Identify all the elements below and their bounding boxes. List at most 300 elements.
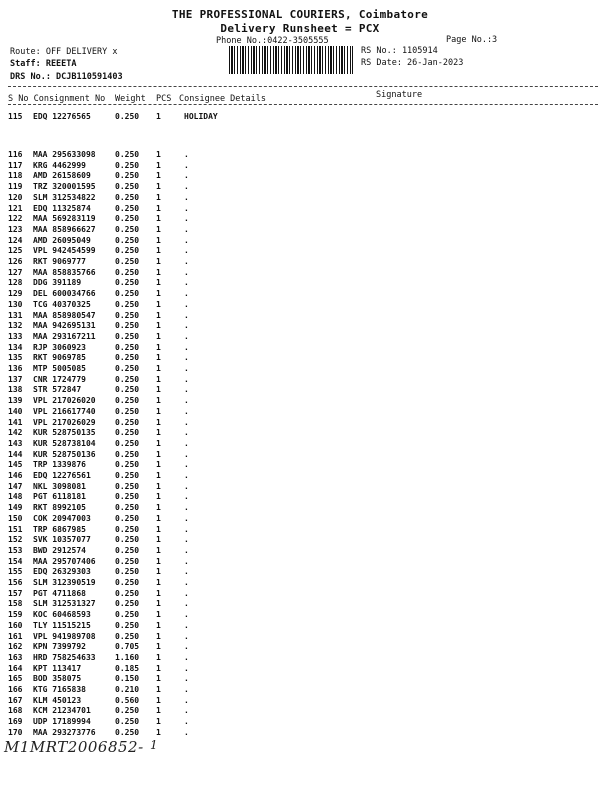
row-pcs: 1	[156, 449, 161, 459]
row-details: .	[184, 674, 189, 684]
table-row	[0, 428, 600, 438]
row-sno: 140	[8, 406, 23, 416]
row-pcs: 1	[156, 112, 161, 121]
table-row	[0, 599, 600, 609]
row-weight: 0.250	[115, 267, 140, 277]
row-sno: 131	[8, 310, 23, 320]
row-consignment: SLM 312531327	[33, 599, 96, 609]
row-details: .	[184, 289, 189, 299]
row-details: .	[184, 706, 189, 716]
row-details: .	[184, 727, 189, 737]
row-weight: 0.250	[115, 235, 140, 245]
row-weight: 0.250	[115, 471, 140, 480]
table-row	[0, 514, 600, 524]
row-pcs: 1	[156, 331, 161, 341]
row-weight: 0.250	[115, 112, 140, 121]
row-consignment: EDQ 26329303	[33, 567, 91, 577]
row-consignment: KPT 113417	[33, 663, 82, 673]
row-details: .	[184, 235, 189, 245]
barcode	[229, 46, 353, 74]
row-details: .	[184, 214, 189, 224]
table-row	[0, 171, 600, 181]
row-details: .	[184, 481, 189, 491]
table-row	[0, 589, 600, 599]
row-pcs: 1	[156, 503, 161, 513]
row-sno: 157	[8, 588, 23, 598]
row-weight: 0.250	[115, 620, 140, 630]
table-row	[0, 621, 600, 631]
row-pcs: 1	[156, 374, 161, 384]
table-row	[0, 632, 600, 642]
row-weight: 0.250	[115, 257, 140, 266]
row-consignment: MTP 5005085	[33, 364, 86, 373]
row-weight: 0.250	[115, 438, 140, 448]
row-consignment: VPL 217026029	[33, 417, 96, 427]
row-sno: 146	[8, 471, 23, 480]
row-consignment: AMD 26158609	[33, 171, 91, 181]
row-pcs: 1	[156, 396, 161, 406]
column-sno-consignment: S No Consignment No	[8, 94, 106, 104]
row-weight: 0.250	[115, 246, 140, 256]
row-consignment: EDQ 11325874	[33, 203, 91, 213]
row-sno: 150	[8, 513, 23, 523]
row-weight: 0.250	[115, 171, 140, 181]
row-weight: 0.250	[115, 385, 140, 395]
table-row	[0, 257, 600, 267]
row-sno: 139	[8, 396, 23, 406]
row-consignment: RKT 8992105	[33, 503, 86, 513]
row-consignment: BOD 358075	[33, 674, 82, 684]
row-pcs: 1	[156, 460, 161, 470]
row-weight: 0.250	[115, 214, 140, 224]
table-row	[0, 685, 600, 695]
row-sno: 123	[8, 224, 23, 234]
table-row	[0, 343, 600, 353]
row-weight: 0.250	[115, 406, 140, 416]
row-details: .	[184, 513, 189, 523]
table-row	[0, 471, 600, 481]
row-sno: 126	[8, 257, 23, 266]
column-signature: Signature	[376, 90, 423, 100]
row-sno: 148	[8, 492, 23, 502]
table-row	[0, 353, 600, 363]
table-row	[0, 182, 600, 192]
row-weight: 0.250	[115, 428, 140, 438]
row-consignment: TRP 6867985	[33, 524, 86, 534]
row-pcs: 1	[156, 567, 161, 577]
row-consignment: PGT 4711868	[33, 588, 86, 598]
row-details: .	[184, 567, 189, 577]
row-pcs: 1	[156, 353, 161, 363]
row-weight: 0.250	[115, 417, 140, 427]
row-weight: 0.705	[115, 642, 140, 652]
table-row	[0, 578, 600, 588]
table-row	[0, 300, 600, 310]
row-details: .	[184, 599, 189, 609]
row-sno: 163	[8, 652, 23, 662]
row-consignment: MAA 295707406	[33, 556, 96, 566]
row-sno: 162	[8, 642, 23, 652]
table-row	[0, 482, 600, 492]
row-pcs: 1	[156, 342, 161, 352]
row-details: .	[184, 652, 189, 662]
table-row	[0, 332, 600, 342]
row-weight: 0.250	[115, 578, 140, 587]
row-pcs: 1	[156, 214, 161, 224]
table-row	[0, 311, 600, 321]
row-details: .	[184, 310, 189, 320]
row-consignment: MAA 858835766	[33, 267, 96, 277]
row-details: .	[184, 535, 189, 545]
table-row	[0, 236, 600, 246]
table-row	[0, 246, 600, 256]
row-consignment: MAA 942695131	[33, 321, 96, 331]
row-sno: 159	[8, 610, 23, 620]
row-sno: 127	[8, 267, 23, 277]
row-details: .	[184, 331, 189, 341]
row-pcs: 1	[156, 695, 161, 705]
row-weight: 0.250	[115, 310, 140, 320]
row-pcs: 1	[156, 246, 161, 256]
row-weight: 0.250	[115, 289, 140, 299]
row-pcs: 1	[156, 438, 161, 448]
row-weight: 0.250	[115, 150, 140, 159]
row-weight: 0.150	[115, 674, 140, 684]
row-pcs: 1	[156, 652, 161, 662]
table-row	[0, 439, 600, 449]
row-sno: 147	[8, 481, 23, 491]
row-pcs: 1	[156, 257, 161, 266]
row-consignment: HRD 758254633	[33, 652, 96, 662]
row-consignment: KTG 7165838	[33, 685, 86, 694]
row-weight: 0.250	[115, 524, 140, 534]
row-weight: 0.250	[115, 278, 140, 288]
row-sno: 122	[8, 214, 23, 224]
row-details: .	[184, 492, 189, 502]
row-sno: 117	[8, 160, 23, 170]
row-pcs: 1	[156, 545, 161, 555]
row-weight: 0.250	[115, 299, 140, 309]
row-details: .	[184, 578, 189, 587]
row-weight: 0.250	[115, 460, 140, 470]
row-details: .	[184, 203, 189, 213]
row-weight: 0.250	[115, 706, 140, 716]
row-sno: 134	[8, 342, 23, 352]
row-consignment: VPL 941989708	[33, 631, 96, 641]
row-details: .	[184, 556, 189, 566]
row-weight: 0.250	[115, 492, 140, 502]
row-weight: 0.250	[115, 727, 140, 737]
row-pcs: 1	[156, 524, 161, 534]
row-sno: 129	[8, 289, 23, 299]
row-pcs: 1	[156, 471, 161, 480]
row-sno: 164	[8, 663, 23, 673]
column-pcs: PCS	[156, 94, 172, 104]
row-consignment: MAA 858980547	[33, 310, 96, 320]
table-row	[0, 150, 600, 160]
handwritten-mark: 1	[150, 738, 159, 752]
row-details: .	[184, 685, 189, 694]
row-sno: 161	[8, 631, 23, 641]
table-row	[0, 546, 600, 556]
row-pcs: 1	[156, 610, 161, 620]
row-pcs: 1	[156, 631, 161, 641]
row-details: .	[184, 545, 189, 555]
row-pcs: 1	[156, 406, 161, 416]
row-consignment: RKT 9069785	[33, 353, 86, 363]
row-details: .	[184, 374, 189, 384]
row-pcs: 1	[156, 513, 161, 523]
row-weight: 0.250	[115, 717, 140, 727]
row-weight: 0.250	[115, 513, 140, 523]
row-sno: 120	[8, 192, 23, 202]
company-title: THE PROFESSIONAL COURIERS, Coimbatore	[171, 8, 429, 21]
row-consignment: SLM 312534822	[33, 192, 96, 202]
row-pcs: 1	[156, 727, 161, 737]
row-pcs: 1	[156, 642, 161, 652]
row-sno: 124	[8, 235, 23, 245]
row-sno: 151	[8, 524, 23, 534]
row-consignment: AMD 26095049	[33, 235, 91, 245]
row-weight: 0.250	[115, 631, 140, 641]
row-details: HOLIDAY	[184, 112, 218, 121]
row-sno: 166	[8, 685, 23, 694]
table-row	[0, 664, 600, 674]
row-consignment: SLM 312390519	[33, 578, 96, 587]
row-details: .	[184, 342, 189, 352]
row-sno: 136	[8, 364, 23, 373]
row-consignment: TCG 40370325	[33, 299, 91, 309]
row-consignment: PGT 6118181	[33, 492, 86, 502]
row-weight: 0.250	[115, 503, 140, 513]
row-pcs: 1	[156, 364, 161, 373]
row-sno: 165	[8, 674, 23, 684]
table-row	[0, 112, 600, 122]
row-sno: 130	[8, 299, 23, 309]
row-details: .	[184, 438, 189, 448]
row-details: .	[184, 588, 189, 598]
row-consignment: DEL 600034766	[33, 289, 96, 299]
row-sno: 152	[8, 535, 23, 545]
row-weight: 1.160	[115, 652, 140, 662]
row-pcs: 1	[156, 481, 161, 491]
row-pcs: 1	[156, 535, 161, 545]
row-sno: 119	[8, 182, 23, 192]
table-row	[0, 460, 600, 470]
row-details: .	[184, 299, 189, 309]
row-weight: 0.250	[115, 321, 140, 331]
row-details: .	[184, 182, 189, 192]
row-sno: 115	[8, 112, 23, 121]
row-pcs: 1	[156, 235, 161, 245]
row-weight: 0.250	[115, 481, 140, 491]
table-row	[0, 278, 600, 288]
drs-number: DRS No.: DCJB110591403	[10, 72, 123, 82]
row-pcs: 1	[156, 321, 161, 331]
header-divider-bottom	[8, 104, 598, 105]
row-sno: 142	[8, 428, 23, 438]
column-consignee-details: Consignee Details	[179, 94, 266, 104]
row-pcs: 1	[156, 717, 161, 727]
table-row	[0, 225, 600, 235]
staff-label: Staff: REEETA	[10, 59, 77, 69]
row-weight: 0.250	[115, 535, 140, 545]
row-consignment: MAA 858966627	[33, 224, 96, 234]
row-sno: 154	[8, 556, 23, 566]
table-row	[0, 696, 600, 706]
row-sno: 116	[8, 150, 23, 159]
row-weight: 0.185	[115, 663, 140, 673]
header-divider-top	[8, 86, 598, 87]
row-consignment: TLY 11515215	[33, 620, 91, 630]
row-sno: 155	[8, 567, 23, 577]
row-details: .	[184, 610, 189, 620]
row-sno: 158	[8, 599, 23, 609]
row-details: .	[184, 150, 189, 159]
row-consignment: TRZ 320001595	[33, 182, 96, 192]
row-sno: 169	[8, 717, 23, 727]
table-row	[0, 535, 600, 545]
table-row	[0, 193, 600, 203]
row-weight: 0.250	[115, 588, 140, 598]
row-sno: 145	[8, 460, 23, 470]
row-consignment: STR 572847	[33, 385, 82, 395]
table-row	[0, 674, 600, 684]
row-sno: 167	[8, 695, 23, 705]
row-consignment: KLM 450123	[33, 695, 82, 705]
row-pcs: 1	[156, 578, 161, 587]
row-consignment: MAA 569283119	[33, 214, 96, 224]
row-consignment: VPL 217026020	[33, 396, 96, 406]
row-pcs: 1	[156, 706, 161, 716]
row-pcs: 1	[156, 150, 161, 159]
page-number: Page No.:3	[446, 35, 498, 45]
row-sno: 133	[8, 331, 23, 341]
row-consignment: SVK 10357077	[33, 535, 91, 545]
row-consignment: RJP 3060923	[33, 342, 86, 352]
row-weight: 0.250	[115, 449, 140, 459]
row-sno: 118	[8, 171, 23, 181]
row-consignment: RKT 9069777	[33, 257, 86, 266]
row-weight: 0.250	[115, 182, 140, 192]
row-consignment: BWD 2912574	[33, 545, 86, 555]
row-sno: 168	[8, 706, 23, 716]
row-details: .	[184, 267, 189, 277]
table-row	[0, 418, 600, 428]
row-weight: 0.250	[115, 224, 140, 234]
row-consignment: KOC 60468593	[33, 610, 91, 620]
row-weight: 0.250	[115, 396, 140, 406]
row-pcs: 1	[156, 171, 161, 181]
row-pcs: 1	[156, 182, 161, 192]
row-details: .	[184, 631, 189, 641]
table-row	[0, 653, 600, 663]
row-weight: 0.250	[115, 203, 140, 213]
table-row	[0, 289, 600, 299]
table-row	[0, 214, 600, 224]
row-pcs: 1	[156, 385, 161, 395]
row-details: .	[184, 364, 189, 373]
row-weight: 0.250	[115, 331, 140, 341]
row-consignment: KRG 4462999	[33, 160, 86, 170]
rs-date: RS Date: 26-Jan-2023	[361, 58, 464, 68]
route-label: Route: OFF DELIVERY x	[10, 47, 118, 57]
row-details: .	[184, 503, 189, 513]
row-consignment: TRP 1339876	[33, 460, 86, 470]
row-pcs: 1	[156, 663, 161, 673]
row-consignment: NKL 3098081	[33, 481, 86, 491]
table-row	[0, 706, 600, 716]
row-consignment: KUR 528750136	[33, 449, 96, 459]
row-sno: 156	[8, 578, 23, 587]
row-weight: 0.560	[115, 695, 140, 705]
row-details: .	[184, 642, 189, 652]
row-consignment: KUR 528738104	[33, 438, 96, 448]
row-consignment: COK 20947003	[33, 513, 91, 523]
column-weight: Weight	[115, 94, 146, 104]
row-weight: 0.250	[115, 160, 140, 170]
row-pcs: 1	[156, 685, 161, 694]
row-sno: 125	[8, 246, 23, 256]
table-row	[0, 364, 600, 374]
row-pcs: 1	[156, 588, 161, 598]
row-sno: 132	[8, 321, 23, 331]
row-consignment: MAA 295633098	[33, 150, 96, 159]
row-weight: 0.250	[115, 192, 140, 202]
table-row	[0, 385, 600, 395]
row-weight: 0.250	[115, 610, 140, 620]
row-consignment: KUR 528750135	[33, 428, 96, 438]
table-row	[0, 492, 600, 502]
row-consignment: UDP 17189994	[33, 717, 91, 727]
row-pcs: 1	[156, 224, 161, 234]
row-consignment: VPL 216617740	[33, 406, 96, 416]
row-details: .	[184, 224, 189, 234]
row-pcs: 1	[156, 674, 161, 684]
row-consignment: EDQ 12276561	[33, 471, 91, 480]
sheet-title: Delivery Runsheet = PCX	[220, 22, 380, 35]
row-weight: 0.250	[115, 342, 140, 352]
row-details: .	[184, 192, 189, 202]
table-row	[0, 407, 600, 417]
row-details: .	[184, 524, 189, 534]
table-row	[0, 396, 600, 406]
row-sno: 141	[8, 417, 23, 427]
row-consignment: CNR 1724779	[33, 374, 86, 384]
row-pcs: 1	[156, 556, 161, 566]
row-details: .	[184, 396, 189, 406]
table-row	[0, 503, 600, 513]
row-weight: 0.250	[115, 567, 140, 577]
row-pcs: 1	[156, 160, 161, 170]
table-row	[0, 728, 600, 738]
table-row	[0, 321, 600, 331]
row-pcs: 1	[156, 299, 161, 309]
table-row	[0, 557, 600, 567]
row-details: .	[184, 385, 189, 395]
row-details: .	[184, 417, 189, 427]
table-row	[0, 204, 600, 214]
row-details: .	[184, 620, 189, 630]
row-pcs: 1	[156, 289, 161, 299]
row-details: .	[184, 663, 189, 673]
table-row	[0, 375, 600, 385]
row-consignment: KPN 7399792	[33, 642, 86, 652]
row-weight: 0.250	[115, 556, 140, 566]
table-row	[0, 642, 600, 652]
row-details: .	[184, 471, 189, 480]
row-sno: 121	[8, 203, 23, 213]
